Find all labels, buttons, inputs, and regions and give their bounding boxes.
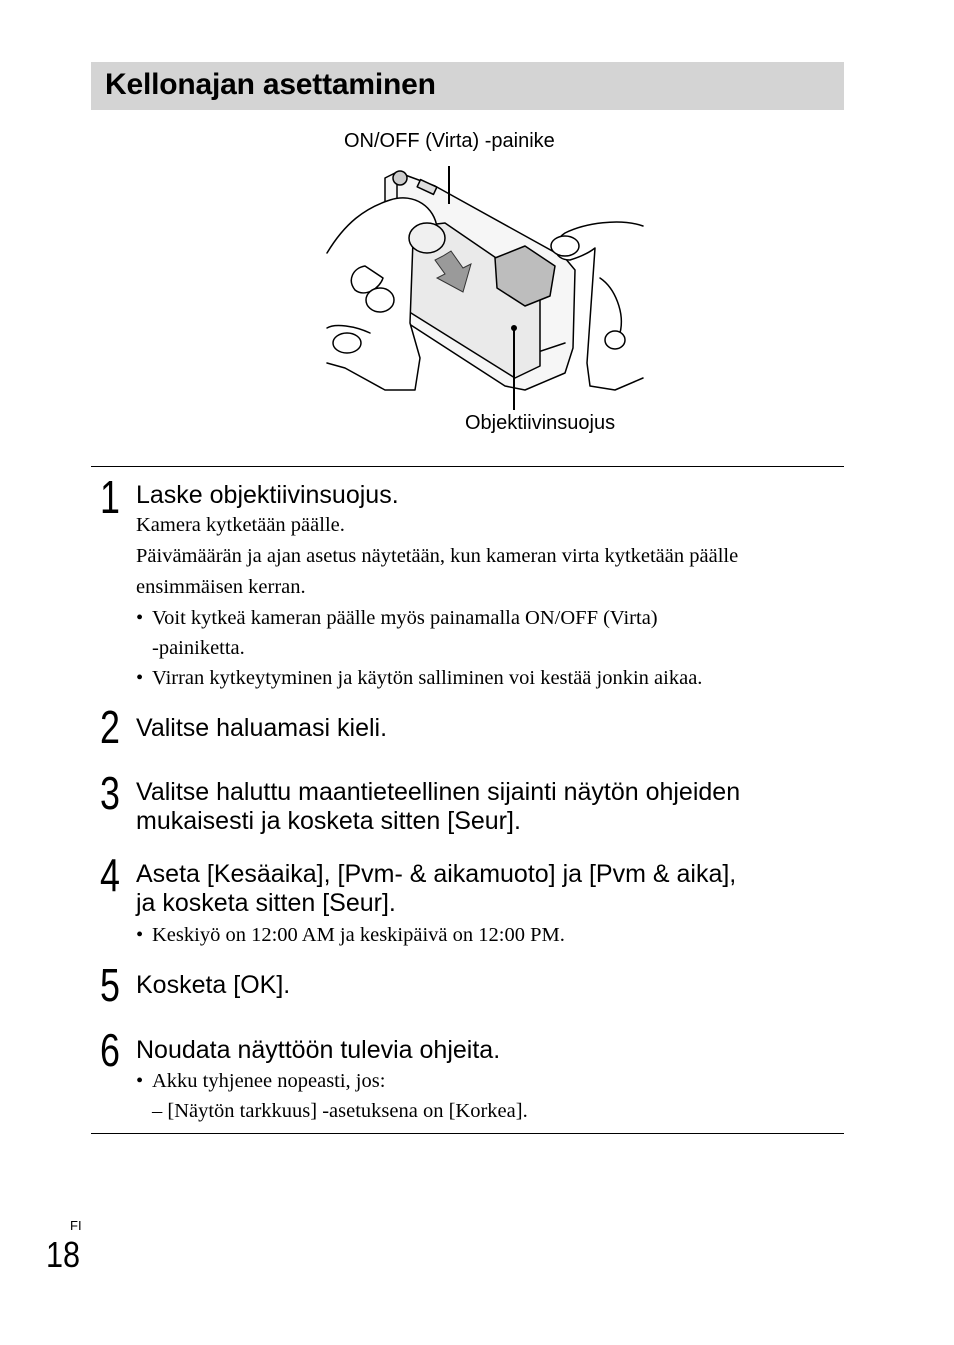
mode-dial [393, 171, 407, 185]
step-1-line: ensimmäisen kerran. [136, 576, 306, 598]
step-1-bullet [136, 603, 658, 633]
step-1-number: 1 [100, 471, 120, 523]
step-3-number: 3 [100, 767, 120, 819]
step-1-line: Kamera kytketään päälle. [136, 514, 345, 536]
page-title: Kellonajan asettaminen [105, 68, 436, 101]
step-6-number: 6 [100, 1024, 120, 1076]
step-4-heading: ja kosketa sitten [Seur]. [136, 889, 396, 917]
step-4-heading: Aseta [Kesäaika], [Pvm- & aikamuoto] ja [Pvm & aika], [136, 860, 737, 888]
section-title-bar [91, 62, 844, 110]
bullet-text: Virran kytkeytyminen ja käytön salliminen voi kestää jonkin aikaa. [152, 667, 703, 689]
step-3-heading: mukaisesti ja kosketa sitten [Seur]. [136, 807, 521, 835]
step-6-heading: Noudata näyttöön tulevia ohjeita. [136, 1036, 501, 1064]
bullet-text: Keskiyö on 12:00 AM ja keskipäivä on 12:00 PM. [152, 924, 565, 946]
bullet-mark: • [136, 607, 144, 629]
bullet-text: Akku tyhjenee nopeasti, jos: [152, 1070, 386, 1092]
camera-illustration [325, 128, 645, 438]
step-1-line: Päivämäärän ja ajan asetus näytetään, kun kameran virta kytketään päälle [136, 545, 739, 567]
page-number: 18 [46, 1234, 81, 1275]
sub-bullet-text: [Näytön tarkkuus] -asetuksena on [Korkea]. [167, 1100, 528, 1122]
callout-power-button: ON/OFF (Virta) -painike [344, 130, 555, 152]
callout-lens-cover: Objektiivinsuojus [465, 412, 616, 434]
top-divider [91, 466, 844, 467]
bottom-divider [91, 1133, 844, 1134]
bullet-mark: • [136, 667, 144, 689]
step-5-number: 5 [100, 959, 120, 1011]
step-5-heading: Kosketa [OK]. [136, 971, 291, 999]
bullet-text: Voit kytkeä kameran päälle myös painamalla ON/OFF (Virta) [152, 607, 658, 629]
dash-mark: – [152, 1100, 163, 1122]
step-1-bullet-continuation: -painiketta. [152, 637, 245, 659]
step-6-sub-bullet [152, 1096, 528, 1126]
step-4-bullet [136, 920, 565, 950]
bullet-mark: • [136, 924, 144, 946]
step-2-number: 2 [100, 701, 120, 753]
step-1-bullet [136, 663, 702, 693]
step-6-bullet [136, 1066, 385, 1096]
language-code: FI [70, 1218, 82, 1233]
step-1-heading: Laske objektiivinsuojus. [136, 481, 399, 509]
bullet-mark: • [136, 1070, 144, 1092]
step-2-heading: Valitse haluamasi kieli. [136, 714, 388, 742]
left-thumb [409, 223, 445, 253]
step-3-heading: Valitse haluttu maantieteellinen sijainti näytön ohjeiden [136, 778, 741, 806]
step-4-number: 4 [100, 849, 120, 901]
